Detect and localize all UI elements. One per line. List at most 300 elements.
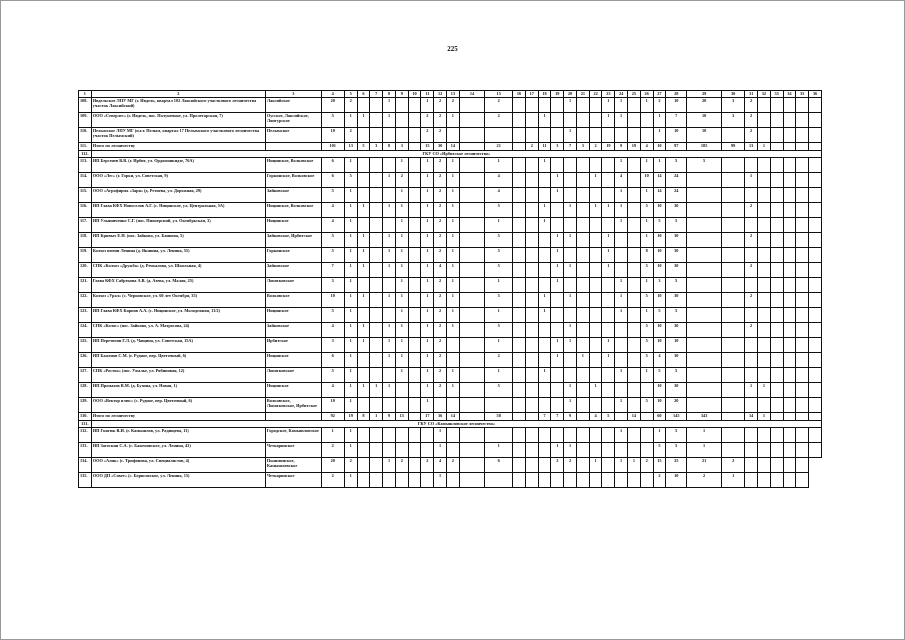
value-cell: [628, 428, 641, 443]
forestry-district: Оусское, Лаксийское, Ляпгурское: [265, 113, 321, 128]
value-cell: 2: [434, 308, 447, 323]
value-cell: [370, 188, 383, 203]
value-cell: 1: [640, 98, 653, 113]
forestry-district: Ницинское, Волковское: [265, 158, 321, 173]
value-cell: 5: [687, 158, 722, 173]
column-number: 23: [602, 91, 615, 98]
value-cell: [525, 383, 538, 398]
value-cell: 1: [745, 383, 758, 398]
value-cell: 1: [446, 188, 459, 203]
value-cell: 1: [602, 338, 615, 353]
section-row: [79, 151, 822, 158]
value-cell: 1: [589, 458, 602, 473]
value-cell: 1: [344, 113, 357, 128]
value-cell: [770, 218, 783, 233]
value-cell: 185: [687, 143, 722, 151]
value-cell: 1: [758, 383, 771, 398]
row-number: 115.: [79, 188, 92, 203]
value-cell: [628, 323, 641, 338]
value-cell: [459, 398, 485, 413]
table-row: [79, 458, 822, 473]
forestry-district: Зайковское: [265, 188, 321, 203]
value-cell: 5: [640, 263, 653, 278]
value-cell: [796, 473, 809, 488]
value-cell: [770, 293, 783, 308]
value-cell: 1: [344, 368, 357, 383]
value-cell: 1: [653, 428, 666, 443]
value-cell: 5: [485, 293, 513, 308]
value-cell: 1: [395, 188, 408, 203]
value-cell: [687, 383, 722, 398]
column-number: 31: [745, 91, 758, 98]
value-cell: [446, 473, 459, 488]
value-cell: 2: [434, 383, 447, 398]
value-cell: 5: [485, 263, 513, 278]
value-cell: [357, 158, 370, 173]
value-cell: [758, 278, 771, 293]
table-row: [79, 248, 822, 263]
value-cell: 4: [321, 203, 344, 218]
organization-name: Колхоз «Урал» (с. Черновское, ул. 60 лет Октября, 35): [91, 293, 265, 308]
column-number: 34: [783, 91, 796, 98]
value-cell: 15: [421, 143, 434, 151]
value-cell: 1: [421, 323, 434, 338]
column-number: 35: [796, 91, 809, 98]
forestry-district: Четкаринское: [265, 443, 321, 458]
value-cell: 1: [640, 278, 653, 293]
value-cell: [589, 473, 602, 488]
value-cell: [758, 323, 771, 338]
value-cell: 1: [485, 368, 513, 383]
value-cell: 1: [395, 293, 408, 308]
value-cell: [770, 263, 783, 278]
value-cell: [551, 293, 564, 308]
value-cell: 1: [615, 368, 628, 383]
row-number: 114.: [79, 173, 92, 188]
value-cell: 1: [344, 233, 357, 248]
value-cell: [602, 293, 615, 308]
value-cell: [370, 128, 383, 143]
organization-name: ИП Промахов В.М. (д. Бузина, ул. Новая, 1): [91, 383, 265, 398]
value-cell: [525, 323, 538, 338]
forestry-district: Зайковское: [265, 263, 321, 278]
value-cell: [538, 473, 551, 488]
value-cell: 20: [687, 98, 722, 113]
value-cell: [370, 398, 383, 413]
value-cell: [783, 293, 796, 308]
value-cell: 2: [344, 128, 357, 143]
value-cell: [459, 353, 485, 368]
value-cell: [602, 173, 615, 188]
value-cell: 1: [564, 128, 577, 143]
value-cell: 6: [485, 458, 513, 473]
value-cell: 5: [321, 188, 344, 203]
value-cell: 1: [653, 128, 666, 143]
organization-name: ООО ДП «Совет» (с. Борисовское, ул. Ленина, 15): [91, 473, 265, 488]
table-row: [79, 323, 822, 338]
value-cell: 2: [434, 188, 447, 203]
value-cell: 1: [722, 473, 745, 488]
forestry-district: [265, 413, 321, 421]
value-cell: [551, 398, 564, 413]
value-cell: 1: [395, 248, 408, 263]
row-number: 133.: [79, 443, 92, 458]
value-cell: [459, 338, 485, 353]
total-row: [79, 143, 822, 151]
value-cell: [538, 248, 551, 263]
value-cell: [628, 278, 641, 293]
value-cell: 2: [434, 218, 447, 233]
value-cell: 5: [653, 368, 666, 383]
value-cell: 7: [321, 263, 344, 278]
value-cell: [758, 353, 771, 368]
value-cell: [628, 98, 641, 113]
value-cell: [459, 428, 485, 443]
table-row: [79, 353, 822, 368]
value-cell: 1: [485, 158, 513, 173]
value-cell: 1: [485, 308, 513, 323]
value-cell: [615, 233, 628, 248]
value-cell: 1: [446, 113, 459, 128]
value-cell: [459, 368, 485, 383]
value-cell: 2: [434, 278, 447, 293]
column-number: 30: [722, 91, 745, 98]
forestry-district: [265, 143, 321, 151]
value-cell: [408, 428, 421, 443]
value-cell: 1: [602, 248, 615, 263]
value-cell: [770, 173, 783, 188]
value-cell: [551, 158, 564, 173]
organization-name: ИП Баженов С.М. (г. Рудное, пер. Цветочный, 6): [91, 353, 265, 368]
value-cell: [722, 158, 745, 173]
value-cell: [796, 398, 809, 413]
row-number: 119.: [79, 248, 92, 263]
forestry-district: Пелымское: [265, 128, 321, 143]
value-cell: [513, 278, 526, 293]
value-cell: [758, 338, 771, 353]
value-cell: 1: [395, 338, 408, 353]
column-number: 15: [485, 91, 513, 98]
forestry-district: Четкаринское: [265, 473, 321, 488]
value-cell: 1: [551, 338, 564, 353]
value-cell: [628, 233, 641, 248]
value-cell: [602, 473, 615, 488]
value-cell: [434, 398, 447, 413]
value-cell: 2: [434, 368, 447, 383]
value-cell: [576, 218, 589, 233]
value-cell: [525, 233, 538, 248]
column-number: 7: [370, 91, 383, 98]
value-cell: [383, 473, 396, 488]
column-number: 28: [666, 91, 687, 98]
value-cell: [602, 188, 615, 203]
forestry-district: Горкинское: [265, 248, 321, 263]
value-cell: [564, 173, 577, 188]
value-cell: [459, 263, 485, 278]
value-cell: [525, 368, 538, 383]
value-cell: 10: [321, 398, 344, 413]
value-cell: 1: [551, 263, 564, 278]
value-cell: [513, 128, 526, 143]
value-cell: 1: [395, 158, 408, 173]
value-cell: 5: [602, 413, 615, 421]
value-cell: [783, 278, 796, 293]
value-cell: [770, 398, 783, 413]
value-cell: [513, 323, 526, 338]
row-number: 108.: [79, 98, 92, 113]
value-cell: [538, 233, 551, 248]
value-cell: 5: [653, 308, 666, 323]
value-cell: [628, 158, 641, 173]
value-cell: [615, 383, 628, 398]
value-cell: [513, 428, 526, 443]
value-cell: 2: [745, 233, 758, 248]
value-cell: [576, 443, 589, 458]
value-cell: [783, 188, 796, 203]
column-number: 25: [628, 91, 641, 98]
value-cell: 10: [321, 293, 344, 308]
organization-name: ИП Кривых Е.Н. (пос. Зайково, ул. Баннова, 5): [91, 233, 265, 248]
value-cell: [408, 473, 421, 488]
table-row: [79, 293, 822, 308]
value-cell: 4: [589, 413, 602, 421]
value-cell: [538, 278, 551, 293]
value-cell: [589, 158, 602, 173]
value-cell: 2: [653, 98, 666, 113]
value-cell: [564, 473, 577, 488]
value-cell: 1: [421, 368, 434, 383]
value-cell: [687, 368, 722, 383]
value-cell: 1: [446, 218, 459, 233]
value-cell: 4: [485, 188, 513, 203]
column-number: 17: [525, 91, 538, 98]
forestry-district: Зайковское: [265, 323, 321, 338]
value-cell: [687, 248, 722, 263]
column-number: 27: [653, 91, 666, 98]
value-cell: 5: [321, 233, 344, 248]
value-cell: [758, 128, 771, 143]
value-cell: [370, 203, 383, 218]
value-cell: [796, 278, 809, 293]
value-cell: [589, 113, 602, 128]
value-cell: 2: [589, 143, 602, 151]
value-cell: 1: [485, 338, 513, 353]
column-number: 29: [687, 91, 722, 98]
value-cell: 1: [589, 203, 602, 218]
row-number: 127.: [79, 368, 92, 383]
value-cell: [459, 158, 485, 173]
value-cell: [722, 383, 745, 398]
value-cell: [513, 173, 526, 188]
value-cell: [687, 353, 722, 368]
value-cell: [459, 248, 485, 263]
value-cell: [770, 203, 783, 218]
value-cell: 1: [421, 188, 434, 203]
value-cell: [770, 188, 783, 203]
value-cell: [722, 233, 745, 248]
organization-name: СПК «Колос» (пос. Зайково, ул. А. Матросова, 24): [91, 323, 265, 338]
value-cell: [758, 113, 771, 128]
value-cell: [783, 323, 796, 338]
value-cell: [628, 398, 641, 413]
value-cell: 1: [421, 338, 434, 353]
column-number: 11: [421, 91, 434, 98]
row-number: 123.: [79, 308, 92, 323]
value-cell: [525, 308, 538, 323]
value-cell: [745, 158, 758, 173]
value-cell: [408, 203, 421, 218]
value-cell: [513, 473, 526, 488]
value-cell: [538, 323, 551, 338]
value-cell: [538, 398, 551, 413]
value-cell: 97: [666, 143, 687, 151]
organization-name: ИП Гнатюк В.И. (г. Камышлов, ул. Радищева, 11): [91, 428, 265, 443]
value-cell: [357, 98, 370, 113]
value-cell: 1: [745, 173, 758, 188]
value-cell: 1: [602, 113, 615, 128]
value-cell: 10: [687, 113, 722, 128]
value-cell: 1: [564, 398, 577, 413]
value-cell: 1: [538, 293, 551, 308]
value-cell: 2: [446, 458, 459, 473]
value-cell: [408, 278, 421, 293]
value-cell: [408, 113, 421, 128]
value-cell: [513, 188, 526, 203]
value-cell: 24: [666, 188, 687, 203]
value-cell: [602, 458, 615, 473]
value-cell: [783, 248, 796, 263]
value-cell: [602, 368, 615, 383]
value-cell: 1: [383, 248, 396, 263]
value-cell: 2: [344, 98, 357, 113]
value-cell: [357, 278, 370, 293]
value-cell: [615, 263, 628, 278]
value-cell: [796, 263, 809, 278]
organization-name: ИП Ульяниченко С.Г. (пос. Пионерский, ул. Октябрьская, 3): [91, 218, 265, 233]
value-cell: 1: [344, 248, 357, 263]
value-cell: [589, 98, 602, 113]
value-cell: 2: [395, 458, 408, 473]
value-cell: 1: [421, 383, 434, 398]
column-number: 14: [459, 91, 485, 98]
value-cell: [589, 233, 602, 248]
value-cell: [370, 158, 383, 173]
column-number: 6: [357, 91, 370, 98]
value-cell: [758, 98, 771, 113]
value-cell: [722, 368, 745, 383]
value-cell: 30: [666, 293, 687, 308]
value-cell: 5: [666, 308, 687, 323]
value-cell: [745, 473, 758, 488]
value-cell: 11: [538, 143, 551, 151]
value-cell: [783, 473, 796, 488]
value-cell: 1: [589, 173, 602, 188]
value-cell: 2: [653, 473, 666, 488]
value-cell: [770, 248, 783, 263]
value-cell: [395, 398, 408, 413]
value-cell: 2: [485, 98, 513, 113]
value-cell: 1: [485, 443, 513, 458]
value-cell: [628, 188, 641, 203]
value-cell: [357, 173, 370, 188]
row-number: 129.: [79, 398, 92, 413]
value-cell: 9: [383, 413, 396, 421]
value-cell: 1: [434, 473, 447, 488]
value-cell: [459, 128, 485, 143]
value-cell: [408, 308, 421, 323]
value-cell: [446, 353, 459, 368]
value-cell: [722, 128, 745, 143]
value-cell: 2: [395, 173, 408, 188]
value-cell: [758, 233, 771, 248]
value-cell: [576, 248, 589, 263]
value-cell: [551, 128, 564, 143]
value-cell: 1: [564, 98, 577, 113]
value-cell: 17: [421, 413, 434, 421]
value-cell: [745, 278, 758, 293]
value-cell: 30: [666, 323, 687, 338]
value-cell: [783, 353, 796, 368]
value-cell: [796, 383, 809, 398]
value-cell: [796, 323, 809, 338]
value-cell: [395, 443, 408, 458]
value-cell: [589, 278, 602, 293]
value-cell: [513, 293, 526, 308]
value-cell: 2: [344, 458, 357, 473]
table-row: [79, 383, 822, 398]
column-number: 3: [265, 91, 321, 98]
value-cell: 1: [434, 428, 447, 443]
value-cell: 1: [564, 323, 577, 338]
value-cell: [796, 368, 809, 383]
value-cell: [564, 368, 577, 383]
value-cell: 1: [687, 428, 722, 443]
value-cell: [421, 473, 434, 488]
value-cell: [459, 458, 485, 473]
value-cell: [383, 308, 396, 323]
value-cell: [796, 293, 809, 308]
value-cell: 1: [446, 368, 459, 383]
value-cell: [783, 398, 796, 413]
value-cell: [770, 368, 783, 383]
value-cell: 1: [395, 263, 408, 278]
value-cell: [783, 143, 796, 151]
value-cell: [525, 473, 538, 488]
value-cell: 1: [564, 293, 577, 308]
value-cell: 1: [344, 398, 357, 413]
value-cell: [576, 368, 589, 383]
value-cell: [589, 398, 602, 413]
table-row: [79, 443, 822, 458]
value-cell: 10: [653, 263, 666, 278]
value-cell: 1: [758, 413, 771, 421]
table-row: [79, 308, 822, 323]
value-cell: 1: [383, 233, 396, 248]
row-number: 110.: [79, 128, 92, 143]
value-cell: [538, 338, 551, 353]
value-cell: [628, 173, 641, 188]
value-cell: 1: [615, 428, 628, 443]
value-cell: [357, 353, 370, 368]
value-cell: [770, 458, 783, 473]
value-cell: [783, 173, 796, 188]
value-cell: 1: [589, 383, 602, 398]
value-cell: [357, 128, 370, 143]
value-cell: [525, 353, 538, 368]
value-cell: 1: [615, 308, 628, 323]
value-cell: 1: [485, 218, 513, 233]
value-cell: [383, 398, 396, 413]
